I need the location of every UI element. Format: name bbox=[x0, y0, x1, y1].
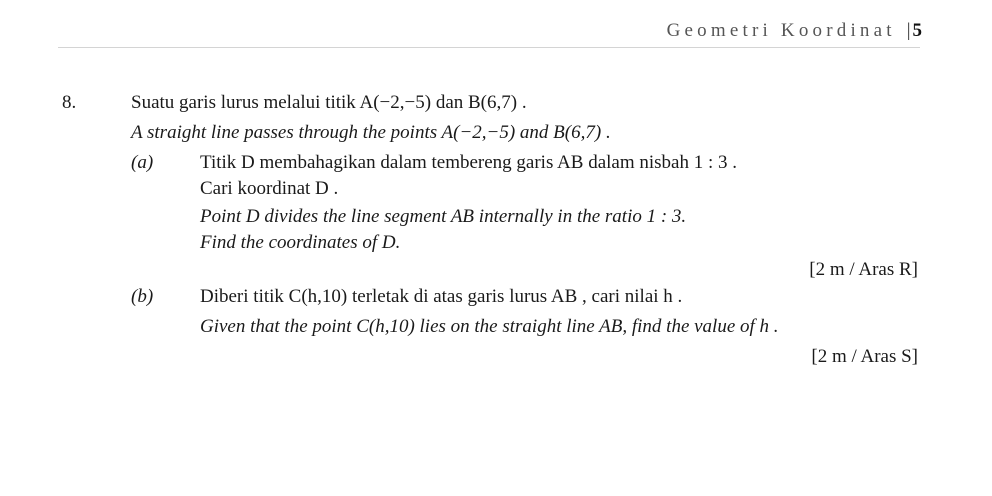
question-stem-en: A straight line passes through the points A(−2,−5) and B(6,7) . bbox=[131, 122, 611, 143]
question-stem-ms: Suatu garis lurus melalui titik A(−2,−5) dan B(6,7) . bbox=[131, 92, 527, 113]
part-b-line-ms-1: Diberi titik C(h,10) terletak di atas garis lurus AB , cari nilai h . bbox=[200, 286, 683, 307]
part-a-line-ms-1: Titik D membahagikan dalam tembereng garis AB dalam nisbah 1 : 3 . bbox=[200, 152, 738, 173]
part-a-line-en-1: Point D divides the line segment AB internally in the ratio 1 : 3. bbox=[200, 206, 687, 227]
part-a-label: (a) bbox=[131, 152, 154, 173]
part-b-marks: [2 m / Aras S] bbox=[811, 346, 918, 367]
part-b-label: (b) bbox=[131, 286, 154, 307]
part-a-line-en-2: Find the coordinates of D. bbox=[200, 232, 401, 253]
header-rule bbox=[58, 47, 920, 48]
page-header bbox=[667, 20, 922, 42]
header-separator: | bbox=[906, 20, 911, 41]
question-number: 8. bbox=[62, 92, 77, 113]
header-title: Geometri Koordinat bbox=[666, 20, 896, 41]
part-a-marks: [2 m / Aras R] bbox=[809, 259, 918, 280]
part-a-line-ms-2: Cari koordinat D . bbox=[200, 178, 339, 199]
page-number: 5 bbox=[912, 20, 922, 41]
part-b-line-en-1: Given that the point C(h,10) lies on the straight line AB, find the value of h . bbox=[200, 316, 779, 337]
